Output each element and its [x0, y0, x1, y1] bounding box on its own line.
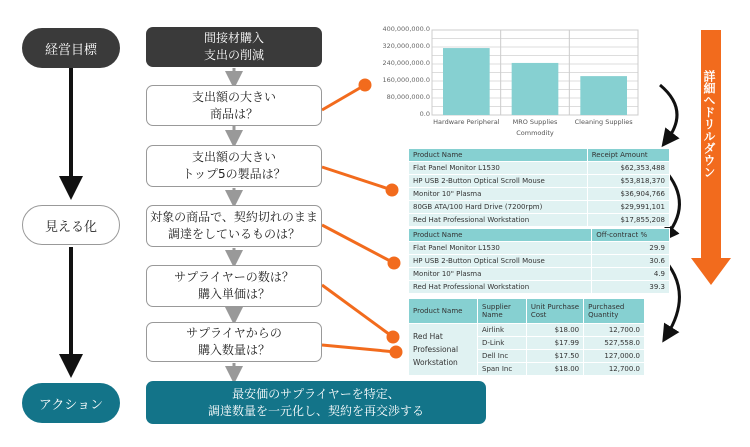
visualize-oval: 見える化 — [22, 205, 120, 245]
table-row — [409, 255, 669, 267]
top5-table — [408, 148, 670, 227]
table-cell: 527,558.0 — [584, 337, 644, 349]
table-cell: Monitor 10" Plasma — [409, 188, 587, 200]
table-cell: 12,700.0 — [584, 363, 644, 375]
goal-oval: 経営目標 — [22, 28, 120, 68]
bar-2 — [580, 76, 627, 115]
y-tick-label: 160,000,000.0 — [382, 76, 430, 84]
y-tick-label: 0.0 — [419, 110, 430, 118]
table-cell: Flat Panel Monitor L1530 — [409, 242, 591, 254]
table-cell: Flat Panel Monitor L1530 — [409, 162, 587, 174]
table-cell: Span Inc — [478, 363, 526, 375]
table-cell: 80GB ATA/100 Hard Drive (7200rpm) — [409, 201, 587, 213]
table-cell: HP USB 2-Button Optical Scroll Mouse — [409, 255, 591, 267]
y-tick-label: 320,000,000.0 — [382, 42, 430, 50]
table-cell: 29.9 — [592, 242, 669, 254]
col-header: Supplier Name — [478, 299, 526, 323]
product-cell: Red Hat Professional Workstation — [409, 324, 477, 375]
action-oval: アクション — [22, 383, 120, 423]
table-cell: $18.00 — [527, 363, 583, 375]
table-cell: Airlink — [478, 324, 526, 336]
table-cell: Red Hat Professional Workstation — [409, 214, 587, 226]
col-header: Unit Purchase Cost — [527, 299, 583, 323]
table-row — [409, 281, 669, 293]
col-header: Product Name — [409, 229, 591, 241]
table-row — [409, 201, 669, 213]
table-cell: 39.3 — [592, 281, 669, 293]
y-tick-label: 400,000,000.0 — [382, 25, 430, 33]
x-tick-label: Cleaning Supplies — [574, 118, 633, 126]
table-cell: 127,000.0 — [584, 350, 644, 362]
table-cell: $17.99 — [527, 337, 583, 349]
step-3: 対象の商品で、契約切れのまま 調達をしているものは？ — [146, 205, 322, 247]
x-tick-label: MRO Supplies — [512, 118, 558, 126]
table-cell: $17.50 — [527, 350, 583, 362]
step-goal: 間接材購入 支出の削減 — [146, 27, 322, 67]
table-cell: Red Hat Professional Workstation — [409, 281, 591, 293]
supplier-table — [408, 298, 645, 376]
table-row — [409, 214, 669, 226]
table-cell: $53,818,370 — [588, 175, 669, 187]
col-header: Product Name — [409, 149, 587, 161]
col-header: Product Name — [409, 299, 477, 323]
table-cell: $17,855,208 — [588, 214, 669, 226]
table-cell: 12,700.0 — [584, 324, 644, 336]
table-row — [409, 324, 644, 336]
bar-0 — [443, 48, 490, 115]
table-row — [409, 175, 669, 187]
table-cell: 30.6 — [592, 255, 669, 267]
table-cell: $18.00 — [527, 324, 583, 336]
table-row — [409, 188, 669, 200]
step-2: 支出額の大きい トップ5の製品は？ — [146, 145, 322, 187]
table-cell: 4.9 — [592, 268, 669, 280]
table-cell: $36,904,766 — [588, 188, 669, 200]
col-header: Purchased Quantity — [584, 299, 644, 323]
y-tick-label: 80,000,000.0 — [386, 93, 430, 101]
col-header: Off-contract % — [592, 229, 669, 241]
x-axis-label: Commodity — [516, 129, 554, 137]
table-row — [409, 242, 669, 254]
table-row — [409, 162, 669, 174]
off-contract-table — [408, 228, 670, 294]
bar-1 — [512, 63, 559, 115]
col-header: Receipt Amount — [588, 149, 669, 161]
table-cell: Monitor 10" Plasma — [409, 268, 591, 280]
table-cell: $62,353,488 — [588, 162, 669, 174]
step-5: サプライヤからの 購入数量は？ — [146, 322, 322, 362]
table-row — [409, 268, 669, 280]
y-tick-label: 240,000,000.0 — [382, 59, 430, 67]
drilldown-label: 詳細へドリルダウン — [702, 70, 716, 178]
table-cell: D-Link — [478, 337, 526, 349]
table-cell: $29,991,101 — [588, 201, 669, 213]
table-cell: Dell Inc — [478, 350, 526, 362]
commodity-bar-chart — [370, 20, 650, 140]
step-4: サプライヤーの数は？ 購入単価は？ — [146, 265, 322, 307]
action-box: 最安価のサプライヤーを特定、 調達数量を一元化し、契約を再交渉する — [146, 381, 486, 424]
x-tick-label: Hardware Peripheral — [433, 118, 500, 126]
table-cell: HP USB 2-Button Optical Scroll Mouse — [409, 175, 587, 187]
step-1: 支出額の大きい 商品は？ — [146, 85, 322, 126]
